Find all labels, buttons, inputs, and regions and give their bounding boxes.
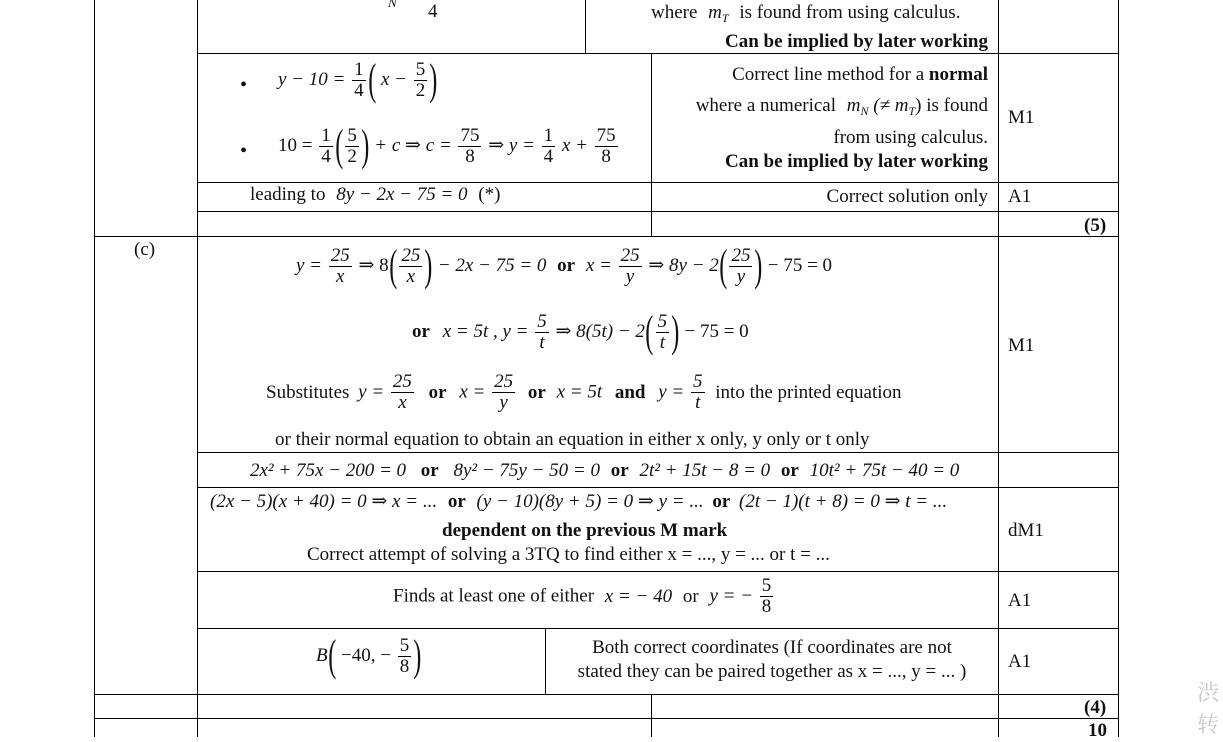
row-line xyxy=(197,211,1118,212)
substitutes-description: Substitutes y = $\frac{25}{x}$ or x = $\frac{25}{y}$ or x = 5t and y = $\frac{5}{t}$ into the printed equation xyxy=(266,371,902,413)
row-line xyxy=(197,182,1118,183)
mark-a1: A1 xyxy=(1008,186,1032,207)
row-line xyxy=(94,236,1118,237)
normal-note-line2: where a numerical $m_N$ (≠ $m_T$) is found xyxy=(695,95,988,118)
partial-value: 4 xyxy=(428,1,438,22)
leading-note: Correct solution only xyxy=(826,186,988,207)
border-right xyxy=(1118,0,1119,737)
divider-bottom-inner xyxy=(651,694,652,737)
normal-equation-2: 10 = $\frac{1}{4}$ ( $\frac{5}{2}$ ) + c ⇒ c = $\frac{75}{8}$ ⇒ y = $\frac{1}{4}$ x + $\frac{75}{8}$ xyxy=(278,121,616,170)
where-text: where $m_T$ is found from using calculus. xyxy=(651,2,961,25)
substitution-line-1: y = $\frac{25}{x}$ ⇒ 8( $\frac{25}{x}$ ) − 2x − 75 = 0 or x = $\frac{25}{y}$ ⇒ 8y − 2( $\frac{25}{y}$ ) − 75 = 0 xyxy=(296,241,833,290)
leading-to: leading to 8y − 2x − 75 = 0 (*) xyxy=(250,184,501,205)
row-line xyxy=(197,628,1118,629)
quadratic-equations: 2x² + 75x − 200 = 0 or 8y² − 75y − 50 = 0 or 2t² + 15t − 8 = 0 or 10t² + 75t − 40 = 0 xyxy=(250,460,960,481)
attempt-note: Correct attempt of solving a 3TQ to find either x = ..., y = ... or t = ... xyxy=(307,544,830,565)
grand-total: 10 xyxy=(1088,720,1107,741)
mark-a1: A1 xyxy=(1008,651,1032,672)
part-label: (c) xyxy=(134,239,156,260)
mark-m1: M1 xyxy=(1008,335,1035,356)
implied-note: Can be implied by later working xyxy=(724,31,988,52)
row-line xyxy=(197,571,1118,572)
normal-note-line3: from using calculus. xyxy=(833,127,988,148)
mark-m1: M1 xyxy=(1008,107,1035,128)
partial-fragment: N xyxy=(388,0,397,10)
subtotal-4: (4) xyxy=(1084,697,1107,718)
divider-label xyxy=(197,0,198,737)
divider-marks xyxy=(998,0,999,737)
normal-equation-1: y − 10 = $\frac{1}{4}$ ( x − $\frac{5}{2}$ ) xyxy=(278,55,438,104)
bullet-icon: • xyxy=(240,140,248,162)
dependent-note: dependent on the previous M mark xyxy=(442,520,728,541)
subtotal-5: (5) xyxy=(1084,215,1107,236)
row-line xyxy=(197,487,1118,488)
coords-note-line1: Both correct coordinates (If coordinates are not xyxy=(592,637,952,658)
row-line xyxy=(197,53,1118,54)
row-line xyxy=(197,452,1118,453)
point-b-coordinates: B( −40, − $\frac{5}{8}$ ) xyxy=(316,631,422,680)
divider-normal-inner xyxy=(651,53,652,236)
border-left xyxy=(94,0,95,737)
normal-note-line4: Can be implied by later working xyxy=(724,151,988,172)
bullet-icon: • xyxy=(240,74,248,96)
mark-dm1: dM1 xyxy=(1008,520,1044,541)
watermark-glyph: 转 xyxy=(1196,713,1219,738)
mark-a1: A1 xyxy=(1008,590,1032,611)
row-line xyxy=(94,694,1118,695)
row-line xyxy=(94,718,1118,719)
divider-top-inner xyxy=(585,0,586,53)
substitutes-description-line2: or their normal equation to obtain an equation in either x only, y only or t only xyxy=(275,429,870,450)
finds-value: Finds at least one of either x = − 40 or y = − $\frac{5}{8}$ xyxy=(393,575,772,617)
substitution-line-2: or x = 5t , y = $\frac{5}{t}$ ⇒ 8(5t) − 2( $\frac{5}{t}$ ) − 75 = 0 xyxy=(412,307,749,356)
coords-note-line2: stated they can be paired together as x = ..., y = ... ) xyxy=(577,661,967,682)
solving-factorisations: (2x − 5)(x + 40) = 0 ⇒ x = ... or (y − 10)(8y + 5) = 0 ⇒ y = ... or (2t − 1)(t + 8) = 0 ⇒ t = ... xyxy=(210,491,948,512)
watermark-glyph: 渋 xyxy=(1196,681,1219,706)
normal-note-line1: Correct line method for a normal xyxy=(732,64,988,85)
